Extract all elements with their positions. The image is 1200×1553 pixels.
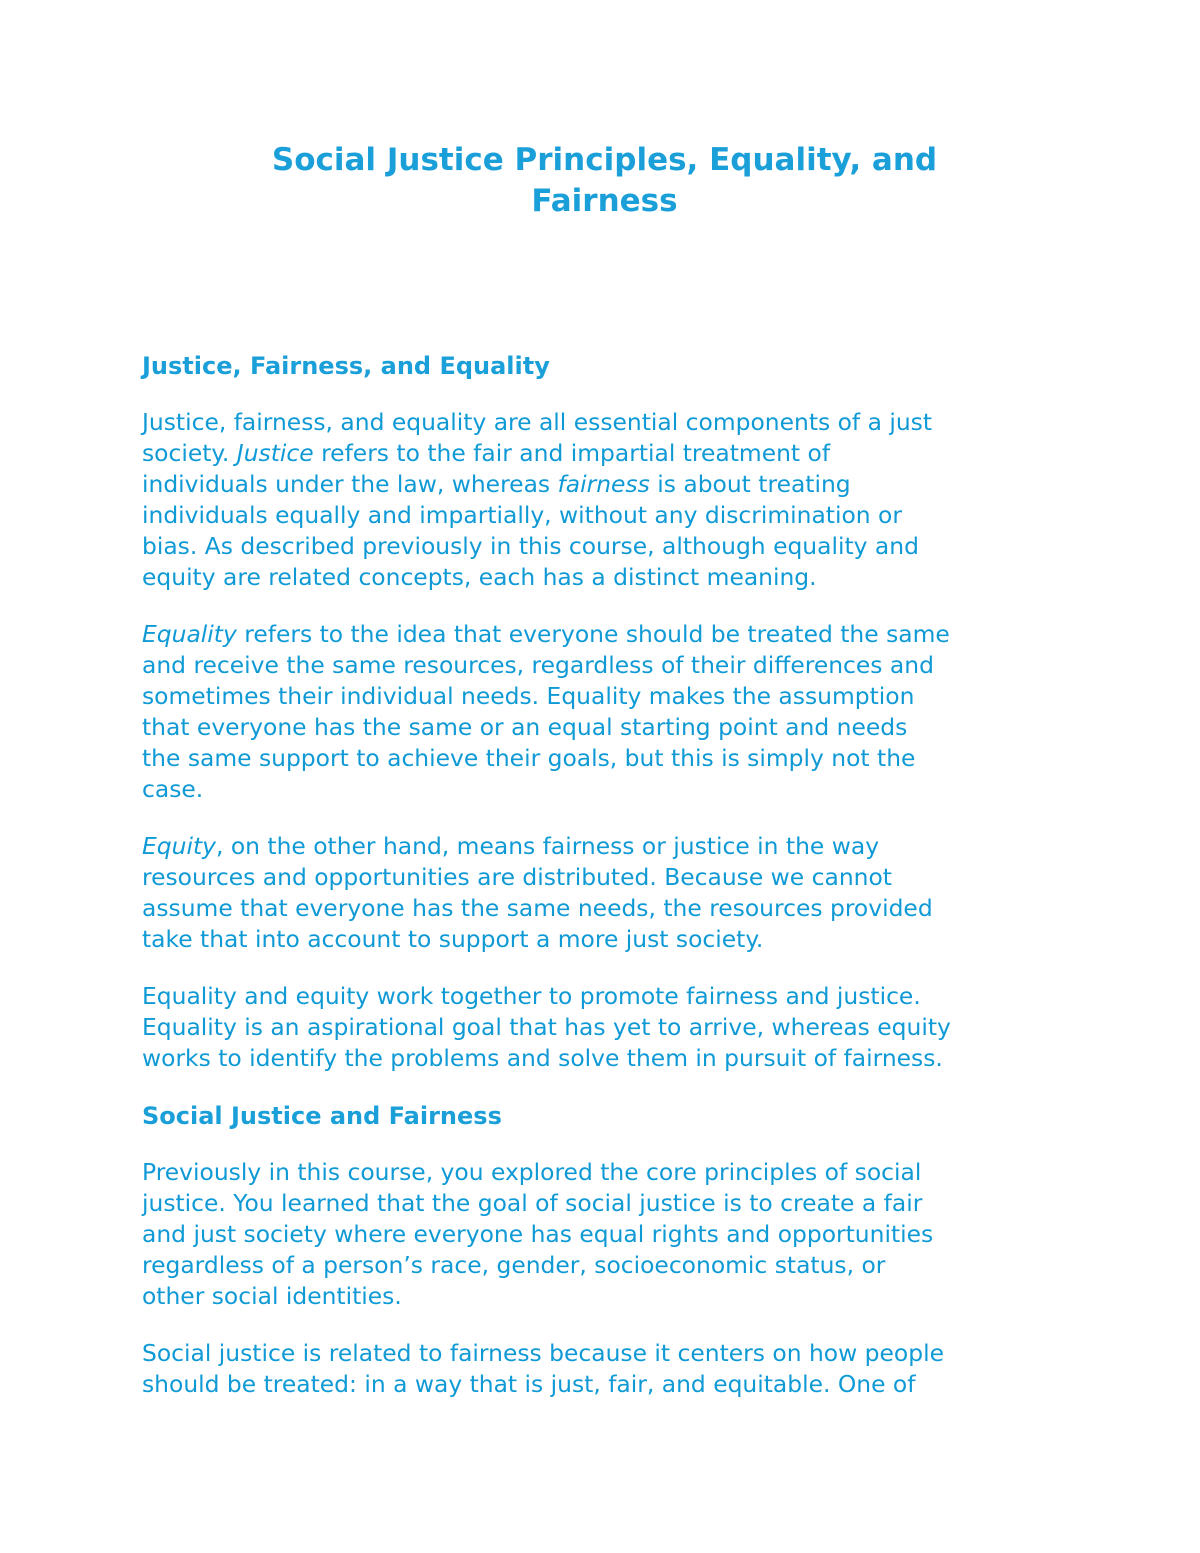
text-line: Previously in this course, you explored the core principles of social	[142, 1158, 922, 1186]
text-line: other social identities.	[142, 1282, 402, 1310]
document-title	[142, 140, 1067, 222]
text-line: equity are related concepts, each has a distinct meaning.	[142, 563, 817, 591]
emphasis-equality: Equality	[142, 620, 237, 648]
text-line: that everyone has the same or an equal starting point and needs	[142, 713, 908, 741]
text-run: is about treating	[649, 470, 851, 498]
text-line: Equality is an aspirational goal that has yet to arrive, whereas equity	[142, 1013, 951, 1041]
text-line: Social justice is related to fairness because it centers on how people	[142, 1339, 944, 1367]
document-page	[142, 140, 1067, 1400]
text-line	[142, 831, 1067, 862]
paragraph-social-justice-fairness-relation	[142, 1338, 1067, 1400]
text-line: assume that everyone has the same needs, the resources provided	[142, 894, 933, 922]
text-line	[142, 469, 1067, 500]
text-run: refers to the fair and impartial treatment of	[313, 439, 831, 467]
paragraph-social-justice-principles	[142, 1157, 1067, 1312]
emphasis-fairness: fairness	[557, 470, 650, 498]
text-run: , on the other hand, means fairness or justice in the way	[215, 832, 880, 860]
text-run: refers to the idea that everyone should be treated the same	[236, 620, 950, 648]
title-line-1: Social Justice Principles, Equality, and	[271, 142, 938, 178]
text-line: justice. You learned that the goal of social justice is to create a fair	[142, 1189, 923, 1217]
text-line: and just society where everyone has equal rights and opportunities	[142, 1220, 934, 1248]
text-line: individuals equally and impartially, without any discrimination or	[142, 501, 902, 529]
paragraph-justice-definition	[142, 407, 1067, 593]
text-line: sometimes their individual needs. Equality makes the assumption	[142, 682, 915, 710]
text-line: and receive the same resources, regardless of their differences and	[142, 651, 934, 679]
text-line: case.	[142, 775, 204, 803]
text-run: individuals under the law, whereas	[142, 470, 558, 498]
text-line	[142, 438, 1067, 469]
paragraph-equity-definition	[142, 831, 1067, 955]
text-run: society.	[142, 439, 237, 467]
emphasis-equity: Equity	[142, 832, 216, 860]
emphasis-justice: Justice	[236, 439, 314, 467]
text-line: Justice, fairness, and equality are all essential components of a just	[142, 408, 933, 436]
text-line: bias. As described previously in this course, although equality and	[142, 532, 919, 560]
paragraph-equality-equity-together	[142, 981, 1067, 1074]
text-line: take that into account to support a more just society.	[142, 925, 764, 953]
text-line: regardless of a person’s race, gender, socioeconomic status, or	[142, 1251, 886, 1279]
title-line-2: Fairness	[531, 183, 678, 219]
text-line: works to identify the problems and solve them in pursuit of fairness.	[142, 1044, 943, 1072]
text-line	[142, 619, 1067, 650]
paragraph-equality-definition	[142, 619, 1067, 805]
text-line: resources and opportunities are distributed. Because we cannot	[142, 863, 892, 891]
section-heading-justice-fairness-equality: Justice, Fairness, and Equality	[142, 352, 550, 380]
section-heading-social-justice-fairness: Social Justice and Fairness	[142, 1102, 502, 1130]
text-line: Equality and equity work together to promote fairness and justice.	[142, 982, 921, 1010]
text-line: should be treated: in a way that is just, fair, and equitable. One of	[142, 1370, 916, 1398]
text-line: the same support to achieve their goals, but this is simply not the	[142, 744, 916, 772]
